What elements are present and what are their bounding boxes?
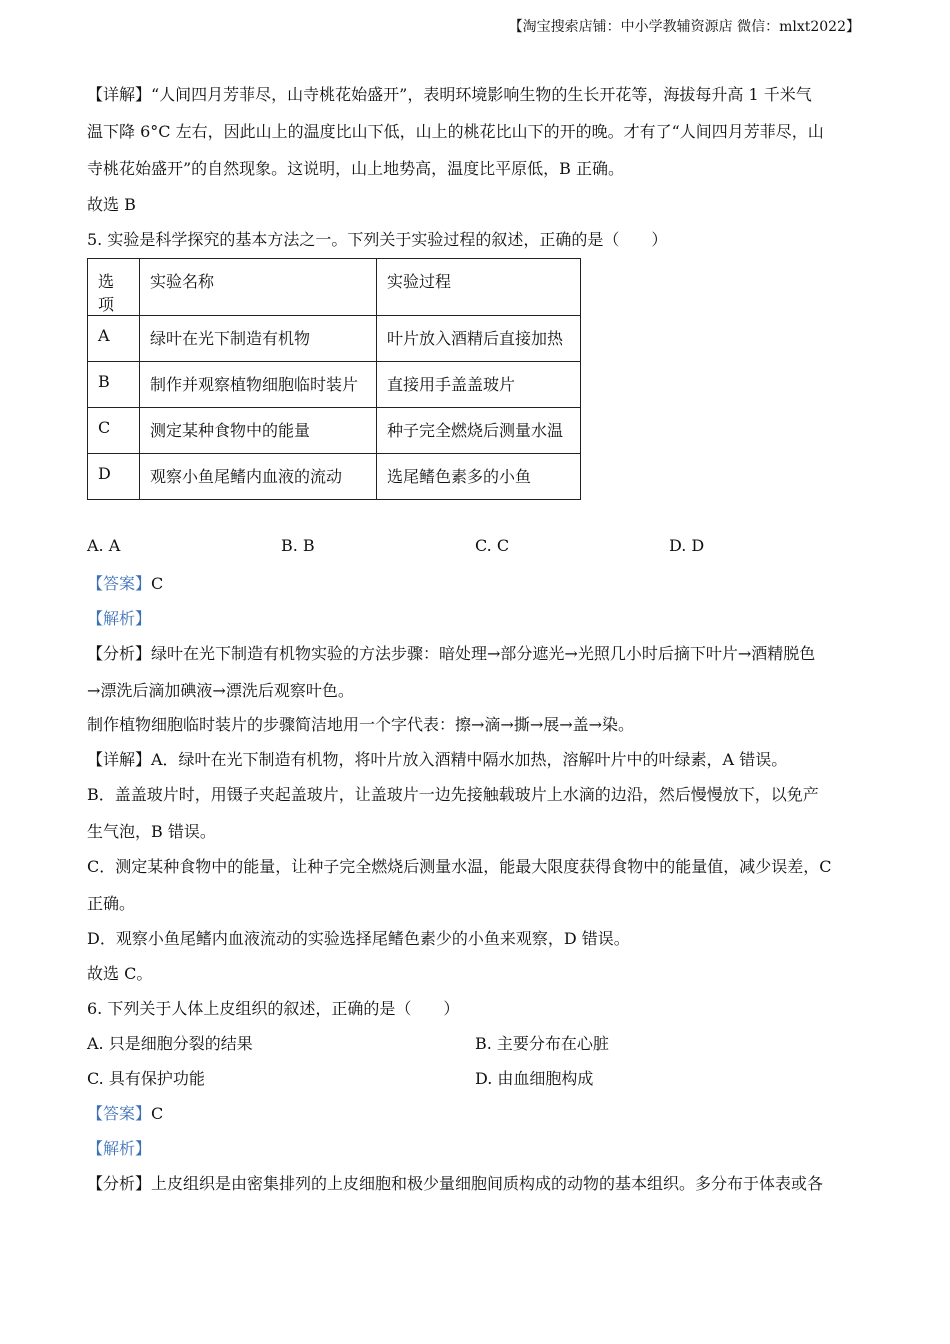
option-d: D. D [669, 536, 705, 555]
experiment-table [87, 258, 581, 500]
option-a: A. A [87, 536, 121, 555]
analysis-line: →漂洗后滴加碘液→漂洗后观察叶色。 [87, 681, 354, 700]
detail-line: B．盖盖玻片时，用镊子夹起盖玻片，让盖玻片一边先接触载玻片上水滴的边沿，然后慢慢放下，以免产 [87, 785, 819, 804]
table-row [88, 316, 581, 362]
analysis-label: 【解析】 [87, 609, 152, 628]
option-c: C. C [475, 536, 510, 555]
answer-value: C [151, 574, 164, 593]
detail-line: 温下降 6°C 左右，因此山上的温度比山下低，山上的桃花比山下的开的晚。才有了“人间四月芳菲尽，山 [87, 122, 824, 141]
table-cell: 直接用手盖盖玻片 [377, 362, 581, 408]
detail-line: 生气泡，B 错误。 [87, 822, 216, 841]
question-stem: 5. 实验是科学探究的基本方法之一。下列关于实验过程的叙述，正确的是（ ） [87, 230, 668, 249]
option-c: C. 具有保护功能 [87, 1069, 205, 1088]
table-cell: 观察小鱼尾鳍内血液的流动 [140, 454, 377, 500]
answer-line [87, 571, 862, 594]
table-cell: C [88, 408, 140, 454]
option-a: A. 只是细胞分裂的结果 [87, 1034, 253, 1053]
final-choice: 故选 C。 [87, 964, 153, 983]
option-d: D. 由血细胞构成 [475, 1069, 594, 1088]
table-header-row [88, 259, 581, 316]
table-row [88, 454, 581, 500]
question-stem: 6. 下列关于人体上皮组织的叙述，正确的是（ ） [87, 999, 460, 1018]
analysis-label: 【解析】 [87, 1139, 152, 1158]
table-cell: A [88, 316, 140, 362]
answer-label: 【答案】 [87, 1104, 152, 1123]
table-header-cell: 实验名称 [140, 259, 377, 316]
analysis-line: 【分析】上皮组织是由密集排列的上皮细胞和极少量细胞间质构成的动物的基本组织。多分布于体表或各 [87, 1174, 824, 1193]
table-cell: 种子完全燃烧后测量水温 [377, 408, 581, 454]
detail-line: 【详解】A．绿叶在光下制造有机物，将叶片放入酒精中隔水加热，溶解叶片中的叶绿素，A 错误。 [87, 750, 788, 769]
analysis-line: 制作植物细胞临时装片的步骤简洁地用一个字代表：擦→滴→撕→展→盖→染。 [87, 715, 635, 734]
page-header: 【淘宝搜索店铺：中小学教辅资源店 微信：mlxt2022】 [508, 19, 860, 35]
answer-value: C [151, 1104, 164, 1123]
detail-line: 【详解】“人间四月芳菲尽，山寺桃花始盛开”，表明环境影响生物的生长开花等，海拔每升高 1 千米气 [87, 85, 812, 104]
option-b: B. 主要分布在心脏 [475, 1034, 609, 1053]
table-row [88, 408, 581, 454]
table-header-cell: 选项 [88, 259, 140, 316]
detail-line: C．测定某种食物中的能量，让种子完全燃烧后测量水温，能最大限度获得食物中的能量值，减少误差，C [87, 857, 832, 876]
analysis-line: 【分析】绿叶在光下制造有机物实验的方法步骤：暗处理→部分遮光→光照几小时后摘下叶片→酒精脱色 [87, 644, 816, 663]
table-cell: 选尾鳍色素多的小鱼 [377, 454, 581, 500]
table-cell: 叶片放入酒精后直接加热 [377, 316, 581, 362]
table-row [88, 362, 581, 408]
option-b: B. B [281, 536, 315, 555]
answer-line [87, 1101, 862, 1124]
detail-line: 正确。 [87, 894, 136, 913]
answer-label: 【答案】 [87, 574, 152, 593]
table-cell: B [88, 362, 140, 408]
table-cell: D [88, 454, 140, 500]
detail-line: D．观察小鱼尾鳍内血液流动的实验选择尾鳍色素少的小鱼来观察，D 错误。 [87, 929, 630, 948]
detail-line: 寺桃花始盛开”的自然现象。这说明，山上地势高，温度比平原低，B 正确。 [87, 159, 625, 178]
table-cell: 绿叶在光下制造有机物 [140, 316, 377, 362]
table-cell: 制作并观察植物细胞临时装片 [140, 362, 377, 408]
final-choice: 故选 B [87, 195, 136, 214]
table-cell: 测定某种食物中的能量 [140, 408, 377, 454]
table-header-cell: 实验过程 [377, 259, 581, 316]
